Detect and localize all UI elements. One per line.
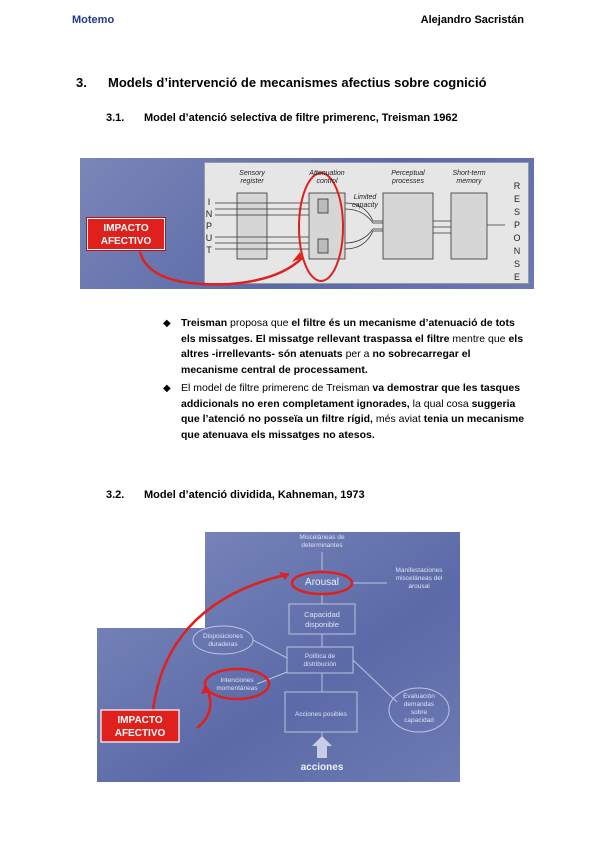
misc-determinantes-1: Misceláneas de xyxy=(299,534,345,541)
section-3-heading xyxy=(76,75,487,90)
section-title: Models d’intervenció de mecanismes afectius sobre cognició xyxy=(108,75,487,90)
limited-capacity-label-1: Limited xyxy=(353,194,377,201)
svg-text:R: R xyxy=(513,181,521,191)
perceptual-processes-label-2: processes xyxy=(392,178,424,185)
diamond-bullet-icon: ◆ xyxy=(163,318,171,329)
evaluacion-4: capacidad xyxy=(404,717,434,724)
attenuation-control-label-2: control xyxy=(316,178,338,185)
capacidad-1: Capacidad xyxy=(304,610,340,619)
manifestaciones-2: misceláneas del xyxy=(395,575,443,582)
evaluacion-1: Evaluación xyxy=(403,693,435,700)
diamond-bullet-icon: ◆ xyxy=(163,383,171,394)
svg-text:S: S xyxy=(513,259,521,269)
svg-text:O: O xyxy=(513,233,521,243)
limited-capacity-label-2: capacity xyxy=(352,202,378,209)
section-number: 3. xyxy=(76,75,87,90)
svg-text:U: U xyxy=(205,233,213,243)
politica-1: Política de xyxy=(304,653,336,660)
capacidad-2: disponible xyxy=(305,620,339,629)
svg-text:N: N xyxy=(513,246,521,256)
treisman-figure xyxy=(80,158,534,289)
svg-text:N: N xyxy=(205,209,213,219)
politica-2: distribución xyxy=(303,661,337,668)
disposiciones-1: Disposiciones xyxy=(202,633,244,640)
section-3-1-heading xyxy=(106,112,458,124)
intenciones-2: momentáneas xyxy=(216,685,258,692)
manifestaciones-1: Manifestaciones xyxy=(395,567,443,574)
misc-determinantes-2: determinantes xyxy=(301,542,343,549)
svg-text:E: E xyxy=(513,194,521,204)
attenuation-control-label-1: Attenuation xyxy=(309,170,345,177)
bullet-item xyxy=(163,381,529,443)
bullet-item xyxy=(163,316,529,378)
sensory-register-label-2: register xyxy=(240,178,264,185)
section-3-2-heading xyxy=(106,489,365,501)
svg-text:S: S xyxy=(513,207,521,217)
header-right: Alejandro Sacristán xyxy=(420,14,524,26)
section-number: 3.1. xyxy=(106,112,125,124)
svg-text:E: E xyxy=(513,272,521,282)
perceptual-processes-label-1: Perceptual xyxy=(391,170,425,177)
section-number: 3.2. xyxy=(106,489,125,501)
kahneman-figure xyxy=(97,532,460,782)
svg-text:P: P xyxy=(205,221,213,231)
manifestaciones-3: arousal xyxy=(408,583,430,590)
acciones-posibles-label: Acciones posibles xyxy=(294,711,348,718)
bullet-text: Treisman proposa que el filtre és un mecanisme d’atenuació de tots els missatges. El missatge rellevant traspassa el filtre mentre que els altres -irrellevants- són atenuats per a no sobrecarregar el mecanisme central de processament. xyxy=(181,317,524,376)
svg-text:I: I xyxy=(207,197,211,207)
svg-text:T: T xyxy=(206,245,212,255)
short-term-memory-label-1: Short-term xyxy=(452,170,486,177)
sensory-register-label-1: Sensory xyxy=(239,170,265,177)
section-title: Model d’atenció dividida, Kahneman, 1973 xyxy=(144,489,365,501)
kahneman-diagram xyxy=(97,532,460,782)
impacto-label-2: AFECTIVO xyxy=(114,728,166,739)
evaluacion-2: demandas xyxy=(403,701,435,708)
acciones-label: acciones xyxy=(300,762,344,773)
disposiciones-2: duraderas xyxy=(208,641,238,648)
short-term-memory-label-2: memory xyxy=(456,178,482,185)
bullet-list xyxy=(163,316,529,446)
intenciones-1: Intenciones xyxy=(220,677,254,684)
section-title: Model d’atenció selectiva de filtre primerenc, Treisman 1962 xyxy=(144,112,458,124)
evaluacion-3: sobre xyxy=(410,709,428,716)
arousal-label: Arousal xyxy=(305,577,339,588)
header-left: Motemo xyxy=(72,14,115,26)
impacto-label-1: IMPACTO xyxy=(117,715,163,726)
impacto-afectivo-label: IMPACTO AFECTIVO xyxy=(87,218,165,250)
svg-text:P: P xyxy=(513,220,521,230)
bullet-text: El model de filtre primerenc de Treisman va demostrar que les tasques addicionals no eren completament ignorades, la qual cosa suggeria que l’atenció no posseïa un filtre rígid, més aviat tenia un mecanisme que atenuava els missatges no atesos. xyxy=(181,382,525,441)
